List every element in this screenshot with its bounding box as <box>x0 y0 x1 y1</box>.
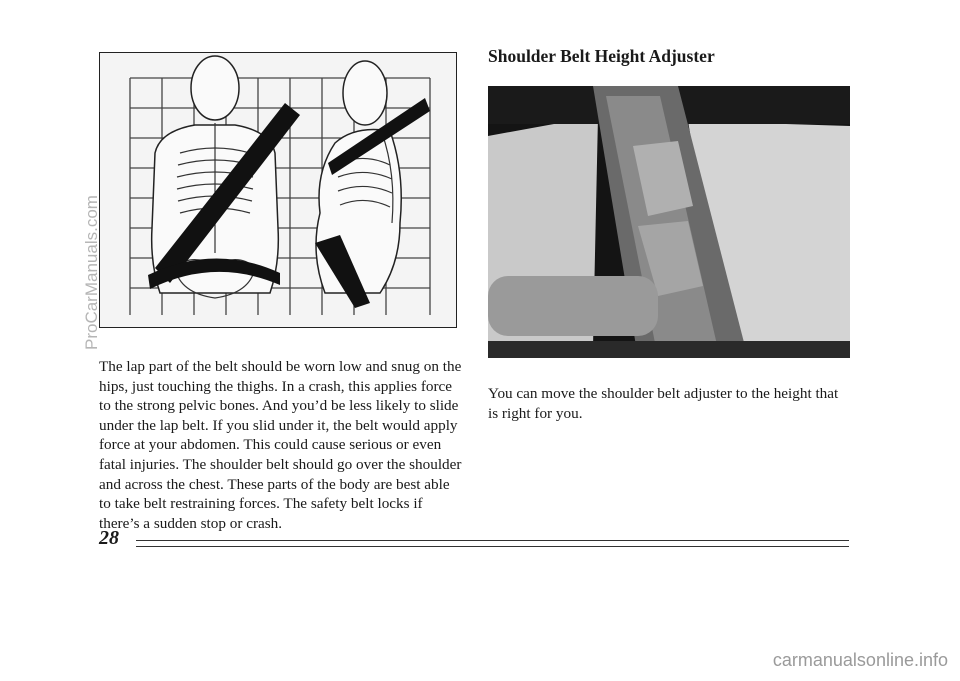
lap-belt-instructions: The lap part of the belt should be worn low and snug on the hips, just touching the thighs. In a crash, this applies force to the strong pelvic bones. And you’d be less likely to slide under the lap belt. If you slid under it, the belt would apply force at your abdomen. This could cause serious or even fatal injuries. The shoulder belt should go over the shoulder and across the chest. These parts of the body are best able to take belt restraining forces. The safety belt locks if there’s a sudden stop or crash. <box>99 358 462 532</box>
page-number: 28 <box>99 527 119 549</box>
belt-position-illustration <box>99 52 457 328</box>
footer-rule <box>136 540 849 547</box>
side-watermark: ProCarManuals.com <box>82 195 101 350</box>
section-title: Shoulder Belt Height Adjuster <box>488 46 715 66</box>
skeleton-belt-drawing <box>100 53 455 326</box>
adjuster-photo-drawing <box>488 86 850 358</box>
bottom-watermark: carmanualsonline.info <box>772 650 948 670</box>
shoulder-belt-adjuster-photo <box>488 86 850 358</box>
adjuster-caption: You can move the shoulder belt adjuster to the height that is right for you. <box>488 385 839 422</box>
